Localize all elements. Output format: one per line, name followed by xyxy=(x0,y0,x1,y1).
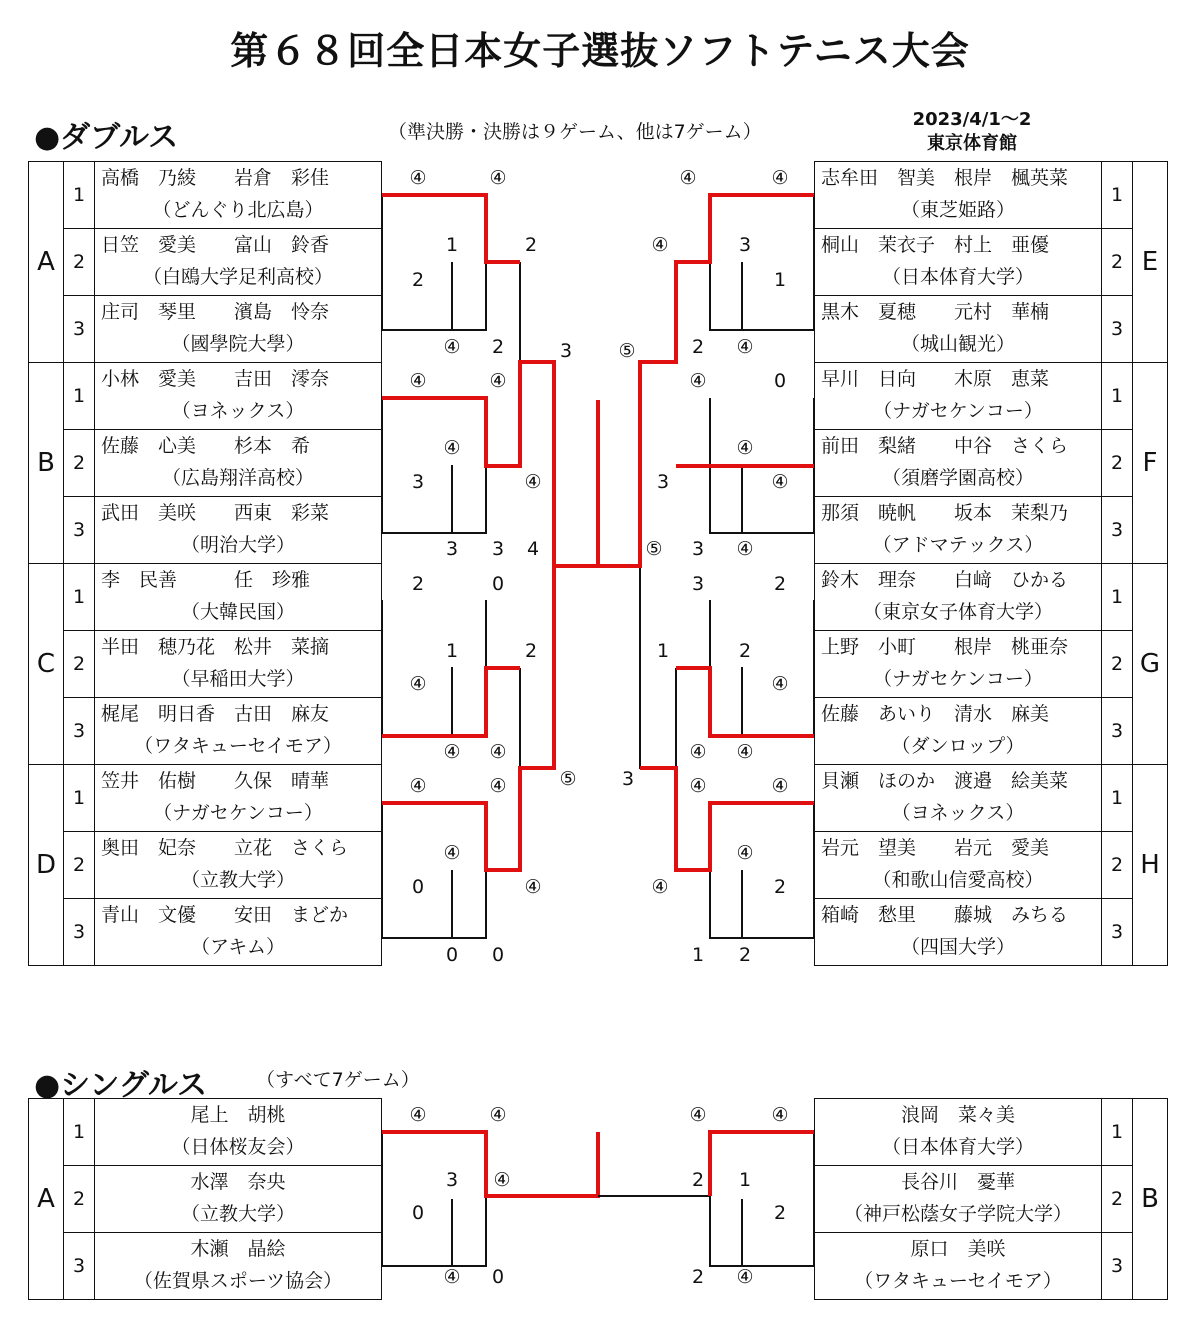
entry-number: 1 xyxy=(64,564,95,631)
entry-number: 1 xyxy=(64,765,95,832)
bracket-line xyxy=(640,566,676,768)
match-score: 3 xyxy=(559,340,573,362)
match-score: ④ xyxy=(443,842,461,864)
team-name: （ナガセケンコー） xyxy=(153,802,323,824)
match-score: 2 xyxy=(491,336,505,358)
player-names: 梶尾 明日香 古田 麻友 xyxy=(101,703,330,725)
match-score: 2 xyxy=(738,944,752,966)
team-name: （ナガセケンコー） xyxy=(873,668,1043,690)
team-name: （ダンロップ） xyxy=(891,735,1025,757)
team-name: （立教大学） xyxy=(180,869,295,891)
entry-number: 2 xyxy=(64,229,95,296)
match-score: 3 xyxy=(656,471,670,493)
entry-number: 1 xyxy=(64,1099,95,1166)
match-score: 2 xyxy=(773,876,787,898)
match-score: ④ xyxy=(771,167,789,189)
match-score: 2 xyxy=(411,573,425,595)
page-title: 第６８回全日本女子選抜ソフトテニス大会 xyxy=(230,29,970,73)
bracket-line xyxy=(382,803,486,938)
bracket-line xyxy=(710,1132,814,1266)
bracket-line xyxy=(382,195,486,330)
group-label: D xyxy=(29,765,64,966)
bracket-line xyxy=(520,566,554,768)
bracket-line xyxy=(710,600,814,736)
bracket-line xyxy=(598,1132,814,1196)
singles-game-note: （すべて7ゲーム） xyxy=(256,1069,420,1091)
match-score: ④ xyxy=(689,741,707,763)
player-names: 李 民善 任 珍雅 xyxy=(101,569,311,591)
group-label: A xyxy=(29,1099,64,1300)
player-names: 木瀬 晶絵 xyxy=(190,1238,286,1260)
player-names: 志牟田 智美 根岸 楓英菜 xyxy=(821,167,1069,189)
entry-number: 2 xyxy=(1102,631,1133,698)
bracket-line xyxy=(382,398,486,533)
team-name: （須磨学園高校） xyxy=(881,467,1034,489)
entry-number: 3 xyxy=(1102,899,1133,966)
match-score: ④ xyxy=(489,741,507,763)
player-names: 長谷川 憂華 xyxy=(900,1171,1015,1193)
match-score: 0 xyxy=(411,1202,425,1224)
bracket-line xyxy=(382,600,486,736)
match-score: ④ xyxy=(651,876,669,898)
match-score: ④ xyxy=(736,538,754,560)
match-score: 2 xyxy=(524,640,538,662)
player-names: 浪岡 菜々美 xyxy=(900,1104,1015,1126)
match-score: ④ xyxy=(489,1104,507,1126)
match-score: 0 xyxy=(445,944,459,966)
match-score: ⑤ xyxy=(559,768,577,790)
doubles-section-title: ●ダブルス xyxy=(34,120,179,155)
match-score: ④ xyxy=(771,775,789,797)
team-name: （早稲田大学） xyxy=(171,668,305,690)
match-score: 1 xyxy=(445,234,459,256)
entry-number: 2 xyxy=(1102,430,1133,497)
player-names: 佐藤 心美 杉本 希 xyxy=(101,435,311,457)
entry-number: 3 xyxy=(64,899,95,966)
player-names: 庄司 琴里 濱島 怜奈 xyxy=(101,301,330,323)
player-names: 笠井 佑樹 久保 晴華 xyxy=(101,770,330,792)
winner-path-line xyxy=(382,362,598,566)
match-score: ④ xyxy=(736,741,754,763)
entry-number: 2 xyxy=(64,832,95,899)
team-name: （白鴎大学足利高校） xyxy=(142,266,333,288)
match-score: ④ xyxy=(689,1104,707,1126)
team-name: （國學院大學） xyxy=(171,333,305,355)
singles-section-title: ●シングルス xyxy=(34,1068,208,1103)
team-name: （四国大学） xyxy=(900,936,1015,958)
player-names: 青山 文優 安田 まどか xyxy=(101,904,349,926)
entry-number: 1 xyxy=(64,162,95,229)
match-score: ④ xyxy=(409,167,427,189)
entry-number: 3 xyxy=(1102,1233,1133,1300)
match-score: ④ xyxy=(689,775,707,797)
team-name: （日本体育大学） xyxy=(881,1136,1034,1158)
match-score: 2 xyxy=(738,640,752,662)
team-name: （ワタキューセイモア） xyxy=(854,1270,1062,1292)
team-name: （日本体育大学） xyxy=(881,266,1034,288)
winner-path-line xyxy=(382,566,554,870)
match-score: 0 xyxy=(491,944,505,966)
entry-number: 2 xyxy=(1102,1166,1133,1233)
match-score: 1 xyxy=(445,640,459,662)
match-score: 1 xyxy=(738,1169,752,1191)
player-names: 岩元 望美 岩元 愛美 xyxy=(821,837,1050,859)
match-score: ⑤ xyxy=(618,340,636,362)
match-score: ④ xyxy=(771,673,789,695)
match-score: ④ xyxy=(443,741,461,763)
team-name: （アドマテックス） xyxy=(872,534,1044,556)
player-names: 箱崎 愁里 藤城 みちる xyxy=(821,904,1069,926)
match-score: ④ xyxy=(736,437,754,459)
team-name: （日体桜友会） xyxy=(171,1136,305,1158)
match-score: 3 xyxy=(691,538,705,560)
team-name: （ヨネックス） xyxy=(171,400,305,422)
team-name: （佐賀県スポーツ協会） xyxy=(133,1270,343,1292)
player-names: 小林 愛美 吉田 澪奈 xyxy=(101,368,330,390)
match-score: 0 xyxy=(491,1266,505,1288)
match-score: ④ xyxy=(493,1169,511,1191)
team-name: （立教大学） xyxy=(180,1203,295,1225)
match-score: ④ xyxy=(489,370,507,392)
player-names: 桐山 茉衣子 村上 亜優 xyxy=(821,234,1050,256)
entry-number: 2 xyxy=(1102,832,1133,899)
team-name: （広島翔洋高校） xyxy=(161,467,314,489)
match-score: 3 xyxy=(621,768,635,790)
match-score: ④ xyxy=(524,471,542,493)
match-score: ④ xyxy=(679,167,697,189)
match-score: 1 xyxy=(656,640,670,662)
bracket-line xyxy=(382,1132,486,1266)
player-names: 那須 暁帆 坂本 茉梨乃 xyxy=(821,502,1069,524)
player-names: 高橋 乃綾 岩倉 彩佳 xyxy=(101,167,330,189)
match-score: 0 xyxy=(773,370,787,392)
winner-path-line xyxy=(676,668,814,736)
team-name: （どんぐり北広島） xyxy=(152,199,324,221)
group-label: E xyxy=(1133,162,1168,363)
entry-number: 2 xyxy=(64,430,95,497)
match-score: 2 xyxy=(691,1266,705,1288)
entry-number: 3 xyxy=(64,296,95,363)
match-score: ④ xyxy=(771,471,789,493)
player-names: 日笠 愛美 富山 鈴香 xyxy=(101,234,330,256)
winner-path-line xyxy=(382,1132,598,1196)
match-score: ④ xyxy=(443,1266,461,1288)
match-score: 2 xyxy=(411,269,425,291)
match-score: ④ xyxy=(489,775,507,797)
entry-number: 3 xyxy=(64,698,95,765)
group-label: B xyxy=(29,363,64,564)
player-names: 水澤 奈央 xyxy=(190,1171,286,1193)
match-score: ④ xyxy=(651,234,669,256)
entry-number: 3 xyxy=(1102,497,1133,564)
entry-number: 1 xyxy=(1102,765,1133,832)
match-score: ④ xyxy=(409,673,427,695)
match-score: ④ xyxy=(689,370,707,392)
match-score: ④ xyxy=(443,437,461,459)
player-names: 半田 穂乃花 松井 菜摘 xyxy=(101,636,330,658)
entry-number: 2 xyxy=(64,1166,95,1233)
match-score: ④ xyxy=(524,876,542,898)
match-score: 2 xyxy=(773,573,787,595)
team-name: （東芝姫路） xyxy=(900,199,1015,221)
entry-number: 2 xyxy=(64,631,95,698)
team-name: （東京女子体育大学） xyxy=(862,601,1053,623)
winner-path-line xyxy=(710,1132,814,1196)
player-names: 原口 美咲 xyxy=(910,1238,1006,1260)
entry-number: 3 xyxy=(1102,296,1133,363)
entry-number: 1 xyxy=(64,363,95,430)
match-score: ④ xyxy=(736,842,754,864)
match-score: 3 xyxy=(445,1169,459,1191)
group-label: F xyxy=(1133,363,1168,564)
entry-number: 3 xyxy=(64,1233,95,1300)
match-score: ④ xyxy=(736,1266,754,1288)
team-name: （ナガセケンコー） xyxy=(873,400,1043,422)
match-score: ④ xyxy=(409,1104,427,1126)
event-venue: 東京体育館 xyxy=(927,133,1017,154)
match-score: 2 xyxy=(524,234,538,256)
match-score: 2 xyxy=(691,1169,705,1191)
match-score: ⑤ xyxy=(645,538,663,560)
match-score: 3 xyxy=(491,538,505,560)
player-names: 貝瀬 ほのか 渡邉 絵美菜 xyxy=(821,770,1069,792)
player-names: 上野 小町 根岸 桃亜奈 xyxy=(821,636,1069,658)
team-name: （大韓民国） xyxy=(180,601,295,623)
match-score: 2 xyxy=(691,336,705,358)
doubles-game-note: （準決勝・決勝は９ゲーム、他は7ゲーム） xyxy=(388,121,762,143)
player-names: 黒木 夏穂 元村 華楠 xyxy=(821,301,1050,323)
match-score: 1 xyxy=(773,269,787,291)
event-date: 2023/4/1～2 xyxy=(912,109,1032,130)
player-names: 武田 美咲 西東 彩菜 xyxy=(101,502,330,524)
player-names: 佐藤 あいり 清水 麻美 xyxy=(821,703,1050,725)
match-score: 0 xyxy=(491,573,505,595)
group-label: H xyxy=(1133,765,1168,966)
player-names: 奥田 妃奈 立花 さくら xyxy=(101,837,349,859)
entry-number: 1 xyxy=(1102,1099,1133,1166)
team-name: （アキム） xyxy=(190,936,286,958)
match-score: ④ xyxy=(489,167,507,189)
match-score: 4 xyxy=(526,538,540,560)
team-name: （明治大学） xyxy=(180,534,295,556)
player-names: 早川 日向 木原 恵菜 xyxy=(821,368,1050,390)
match-score: ④ xyxy=(736,336,754,358)
group-label: C xyxy=(29,564,64,765)
entry-number: 3 xyxy=(64,497,95,564)
entry-number: 2 xyxy=(1102,229,1133,296)
match-score: 0 xyxy=(411,876,425,898)
match-score: ④ xyxy=(409,775,427,797)
match-score: 3 xyxy=(738,234,752,256)
match-score: ④ xyxy=(443,336,461,358)
team-name: （神戸松蔭女子学院大学） xyxy=(843,1203,1072,1225)
match-score: 3 xyxy=(691,573,705,595)
match-score: 2 xyxy=(773,1202,787,1224)
player-names: 前田 梨緒 中谷 さくら xyxy=(821,435,1069,457)
team-name: （城山観光） xyxy=(900,333,1015,355)
match-score: ④ xyxy=(409,370,427,392)
entry-number: 1 xyxy=(1102,363,1133,430)
match-score: ④ xyxy=(771,1104,789,1126)
match-score: 1 xyxy=(691,944,705,966)
match-score: 3 xyxy=(411,471,425,493)
match-score: 3 xyxy=(445,538,459,560)
team-name: （ワタキューセイモア） xyxy=(134,735,342,757)
group-label: A xyxy=(29,162,64,363)
bracket-line xyxy=(710,803,814,938)
player-names: 尾上 胡桃 xyxy=(190,1104,286,1126)
group-label: G xyxy=(1133,564,1168,765)
group-label: B xyxy=(1133,1099,1168,1300)
player-names: 鈴木 理奈 白﨑 ひかる xyxy=(821,569,1069,591)
entry-number: 1 xyxy=(1102,564,1133,631)
entry-number: 3 xyxy=(1102,698,1133,765)
team-name: （ヨネックス） xyxy=(891,802,1025,824)
bracket-line xyxy=(710,195,814,330)
entry-number: 1 xyxy=(1102,162,1133,229)
team-name: （和歌山信愛高校） xyxy=(872,869,1044,891)
